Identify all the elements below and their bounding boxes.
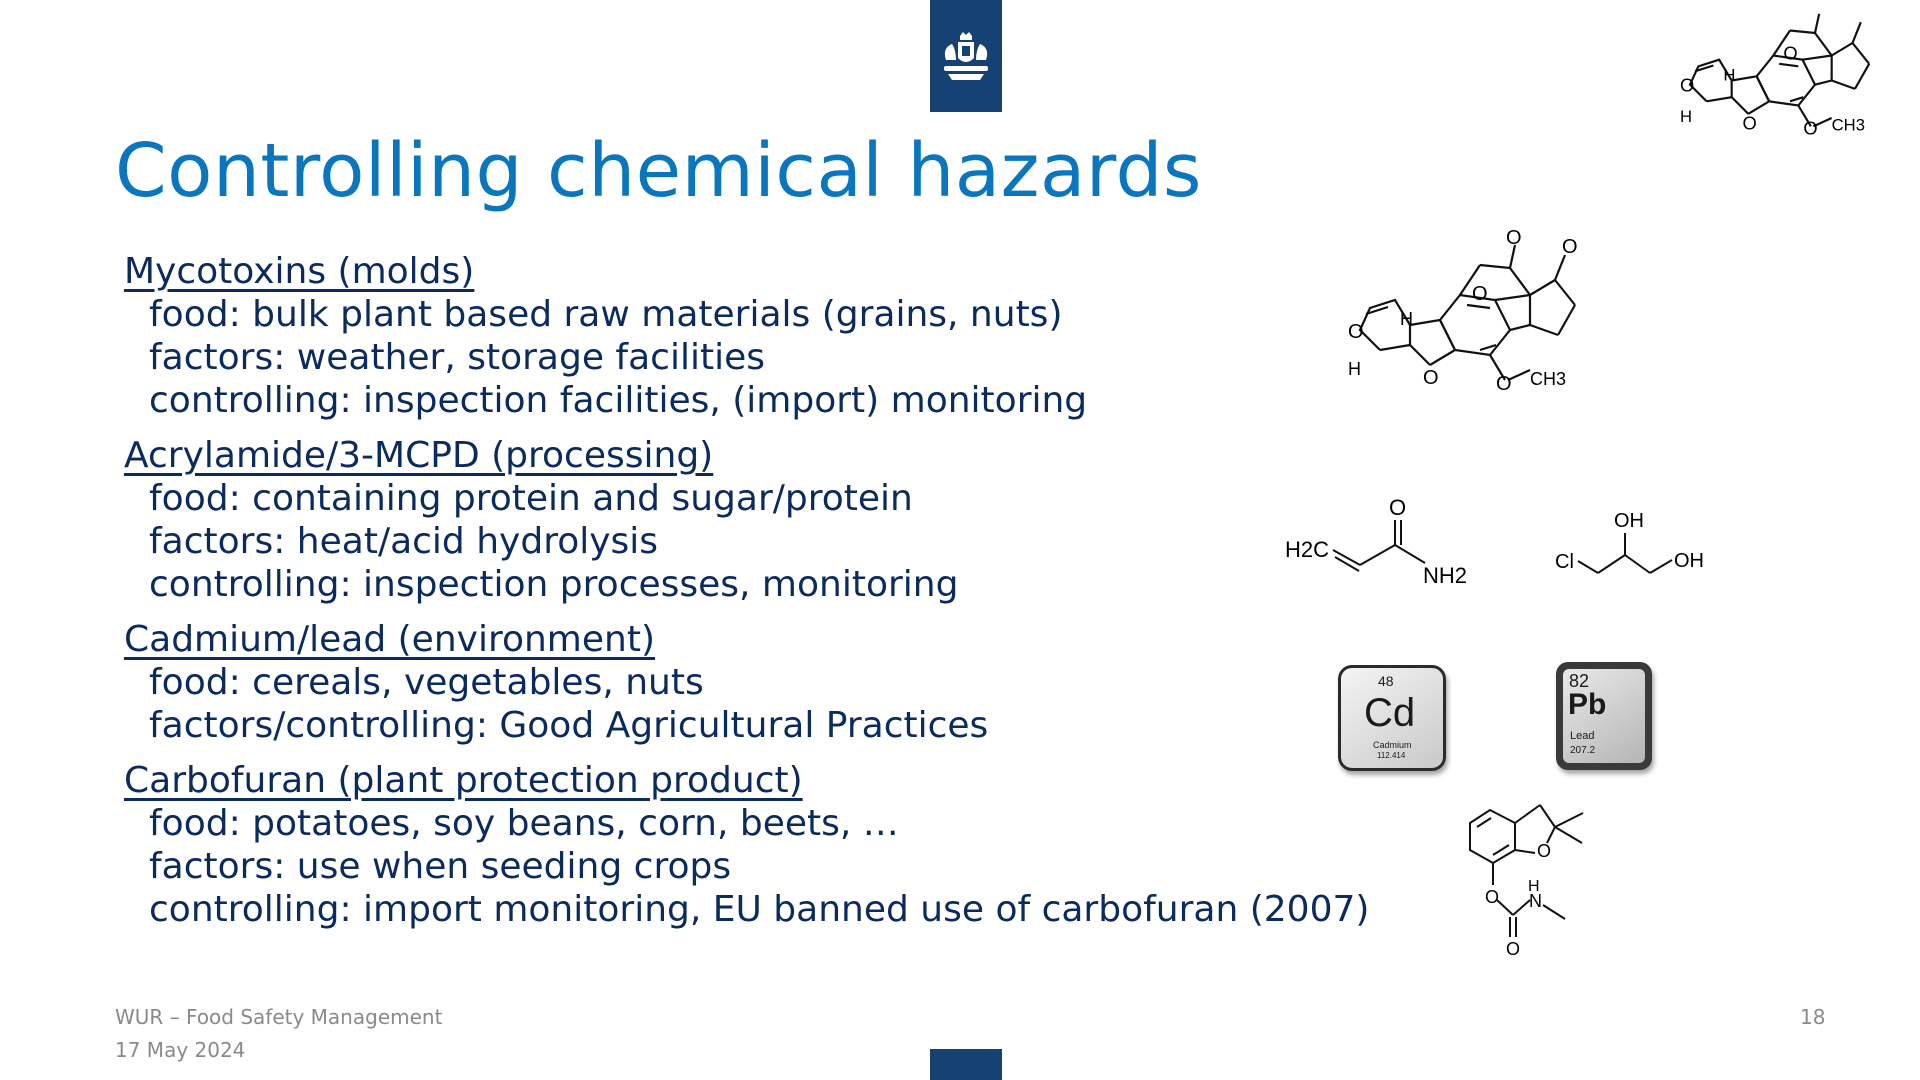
structure-label: H (1680, 107, 1693, 127)
hazard-list (124, 250, 1424, 943)
page-title: Controlling chemical hazards (115, 128, 1202, 214)
cadmium-element-tile (1338, 665, 1446, 771)
structure-label: H (1348, 359, 1361, 379)
section-line: controlling: import monitoring, EU banned use of carbofuran (2007) (149, 889, 1370, 930)
government-crest-bar (930, 0, 1002, 112)
atomic-number: 82 (1569, 671, 1590, 691)
element-name: Cadmium (1373, 740, 1412, 750)
structure-label: Cl (1555, 551, 1574, 573)
section-heading: Acrylamide/3-MCPD (processing) (124, 435, 714, 476)
mcpd-structure-image (1550, 505, 1720, 590)
element-symbol: Cd (1364, 691, 1416, 735)
section-line: factors/controlling: Good Agricultural Practices (149, 705, 989, 746)
footer-date: 17 May 2024 (115, 1038, 246, 1062)
lead-element-tile (1556, 662, 1652, 770)
structure-label: CH3 (1530, 369, 1567, 389)
section-line: controlling: inspection facilities, (import) monitoring (149, 380, 1088, 421)
footer-org: WUR – Food Safety Management (115, 1005, 443, 1029)
element-symbol: Pb (1568, 688, 1607, 721)
atomic-weight: 112.414 (1377, 751, 1406, 760)
structure-label: H (1723, 65, 1736, 85)
structure-label: O (1496, 373, 1512, 395)
aflatoxin-structure-small-image (1665, 8, 1915, 178)
structure-label: O (1389, 495, 1407, 520)
section-line: factors: heat/acid hydrolysis (149, 521, 659, 562)
section-line: controlling: inspection processes, monitoring (149, 564, 959, 605)
bottom-brand-bar (930, 1049, 1002, 1080)
structure-label: O (1472, 283, 1488, 305)
structure-label: O (1742, 112, 1757, 134)
structure-label: O (1506, 227, 1522, 249)
structure-label: N (1529, 891, 1542, 911)
structure-label: O (1485, 887, 1500, 907)
structure-label: H2C (1285, 537, 1330, 562)
structure-label: H (1528, 878, 1540, 895)
section-cadmium-lead (124, 618, 1424, 747)
structure-label: O (1348, 321, 1364, 343)
page-number: 18 (1800, 1005, 1826, 1029)
structure-label: OH (1614, 510, 1644, 532)
section-line: food: cereals, vegetables, nuts (149, 662, 704, 703)
structure-label: NH2 (1423, 563, 1468, 588)
structure-label: OH (1674, 550, 1704, 572)
structure-label: O (1506, 939, 1521, 959)
element-name: Lead (1570, 730, 1595, 742)
structure-label: O (1562, 236, 1578, 258)
crest-icon (936, 30, 996, 86)
section-line: food: containing protein and sugar/protein (149, 478, 913, 519)
structure-label: H (1400, 309, 1413, 329)
section-mycotoxins (124, 250, 1424, 422)
structure-label: O (1680, 74, 1695, 96)
section-heading: Carbofuran (plant protection product) (124, 760, 803, 801)
structure-label: O (1537, 841, 1552, 861)
structure-label: O (1423, 367, 1439, 389)
structure-label: O (1803, 117, 1818, 139)
atomic-weight: 207.2 (1570, 745, 1596, 756)
carbofuran-structure-image (1455, 795, 1615, 960)
section-line: factors: use when seeding crops (149, 846, 732, 887)
section-line: food: bulk plant based raw materials (grains, nuts) (149, 294, 1063, 335)
section-acrylamide (124, 434, 1424, 606)
section-line: factors: weather, storage facilities (149, 337, 765, 378)
section-heading: Cadmium/lead (environment) (124, 619, 655, 660)
atomic-number: 48 (1378, 673, 1394, 689)
structure-label: CH3 (1831, 115, 1865, 135)
section-heading: Mycotoxins (molds) (124, 251, 475, 292)
section-carbofuran (124, 759, 1424, 931)
aflatoxin-structure-image (1330, 227, 1630, 440)
acrylamide-structure-image (1285, 495, 1485, 595)
structure-label: O (1783, 42, 1798, 64)
section-line: food: potatoes, soy beans, corn, beets, … (149, 803, 899, 844)
